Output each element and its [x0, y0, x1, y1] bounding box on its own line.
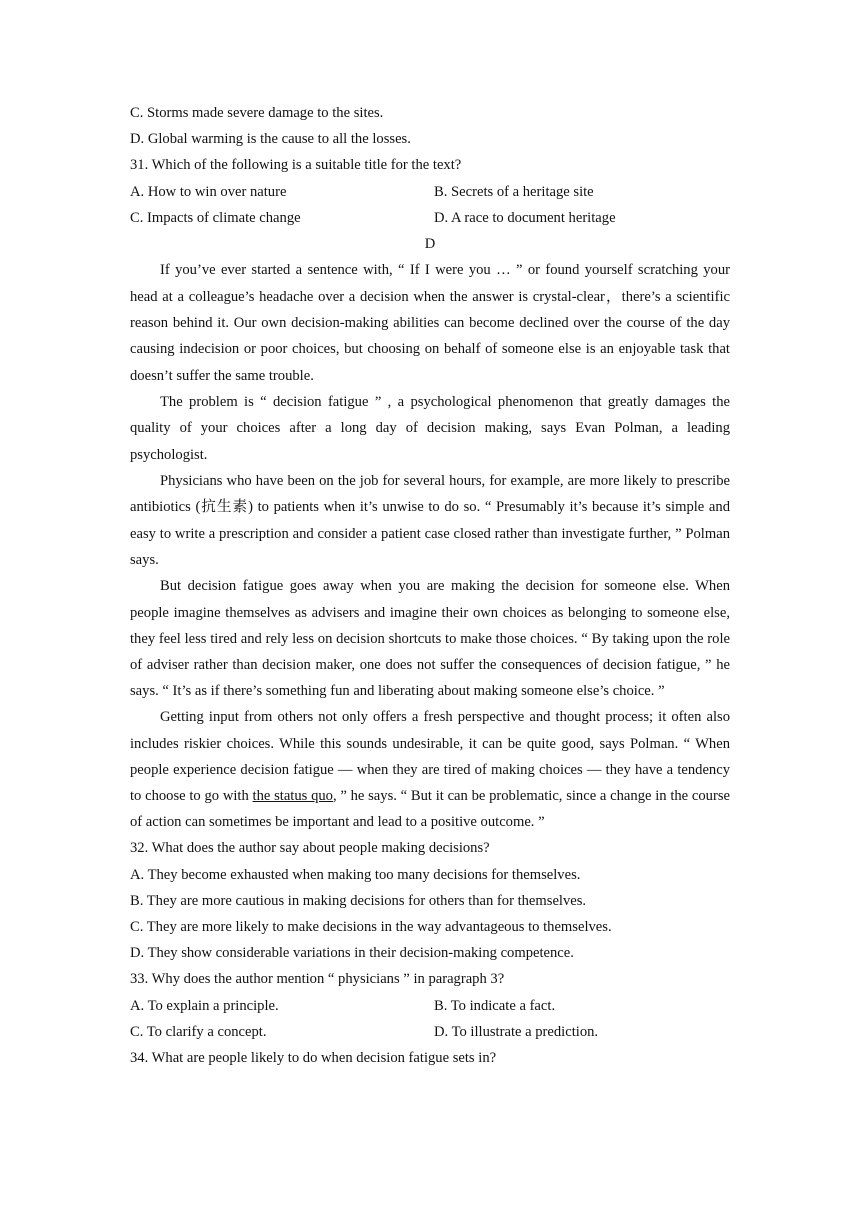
q33-option-b: B. To indicate a fact.	[434, 997, 556, 1014]
q33-options-row-2	[130, 1019, 730, 1045]
paragraph-5-text-end: , ” he says. “ But it can be problematic, since a change in the course of action can sometimes be important and lead to a positive outcome. ”	[130, 788, 730, 831]
q32-question: 32. What does the author say about people making decisions?	[130, 840, 490, 857]
q32-option-a: A. They become exhausted when making too many decisions for themselves.	[130, 866, 581, 883]
q31-option-a: A. How to win over nature	[130, 183, 287, 200]
section-heading: D	[424, 235, 436, 252]
paragraph-5-text-start: Getting input from others not only offers a fresh perspective and thought process; it often also includes riskier choices. While this sounds undesirable, it can be quite good, says Polman. “ When people experience decision fatigue — when they are tired of making choices — they have a tendency to choose to go with	[130, 709, 730, 805]
q30-option-c: C. Storms made severe damage to the sites.	[130, 105, 384, 121]
q33-option-c: C. To clarify a concept.	[130, 1023, 267, 1040]
q32-option-c: C. They are more likely to make decisions in the way advantageous to themselves.	[130, 918, 612, 935]
q30-option-d: D. Global warming is the cause to all the losses.	[130, 131, 411, 148]
passage-paragraph-1: If you’ve ever started a sentence with, “ If I were you … ” or found yourself scratching your head at a colleague’s headache over a decision when the answer is crystal-clear，there’s a scientific reason behind it. Our own decision-making abilities can become declined over the course of the day causing indecision or poor choices, but choosing on behalf of someone else is an enjoyable task that doesn’t suffer the same trouble.	[130, 262, 730, 384]
exam-page	[130, 100, 730, 1071]
q31-option-d: D. A race to document heritage	[434, 209, 616, 226]
q33-question: 33. Why does the author mention “ physicians ” in paragraph 3?	[130, 971, 505, 988]
q33-option-a: A. To explain a principle.	[130, 997, 279, 1014]
q32-option-d: D. They show considerable variations in their decision-making competence.	[130, 945, 574, 962]
q32-option-b: B. They are more cautious in making decisions for others than for themselves.	[130, 892, 587, 909]
passage-paragraph-2: The problem is “ decision fatigue ” , a psychological phenomenon that greatly damages the quality of your choices after a long day of decision making, says Evan Polman, a leading psychologist.	[130, 394, 730, 463]
q31-options-row-1	[130, 179, 730, 205]
q34-question: 34. What are people likely to do when decision fatigue sets in?	[130, 1049, 497, 1066]
q31-option-b: B. Secrets of a heritage site	[434, 183, 594, 200]
underlined-phrase: the status quo	[252, 788, 333, 805]
q31-question: 31. Which of the following is a suitable title for the text?	[130, 157, 462, 174]
q33-options-row-1	[130, 993, 730, 1019]
passage-paragraph-4: But decision fatigue goes away when you are making the decision for someone else. When people imagine themselves as advisers and imagine their own choices as belonging to someone else, they feel less tired and rely less on decision shortcuts to make those choices. “ By taking upon the role of adviser rather than decision maker, one does not suffer the consequences of decision fatigue, ” he says. “ It’s as if there’s something fun and liberating about making someone else’s choice. ”	[130, 578, 730, 700]
q31-options-row-2	[130, 205, 730, 231]
q33-option-d: D. To illustrate a prediction.	[434, 1023, 599, 1040]
passage-paragraph-3: Physicians who have been on the job for several hours, for example, are more likely to prescribe antibiotics (抗生素) to patients when it’s unwise to do so. “ Presumably it’s because it’s simple and easy to write a prescription and consider a patient case closed rather than investigate further, ” Polman says.	[130, 472, 730, 568]
passage-paragraph-5	[130, 704, 730, 835]
q31-option-c: C. Impacts of climate change	[130, 209, 301, 226]
